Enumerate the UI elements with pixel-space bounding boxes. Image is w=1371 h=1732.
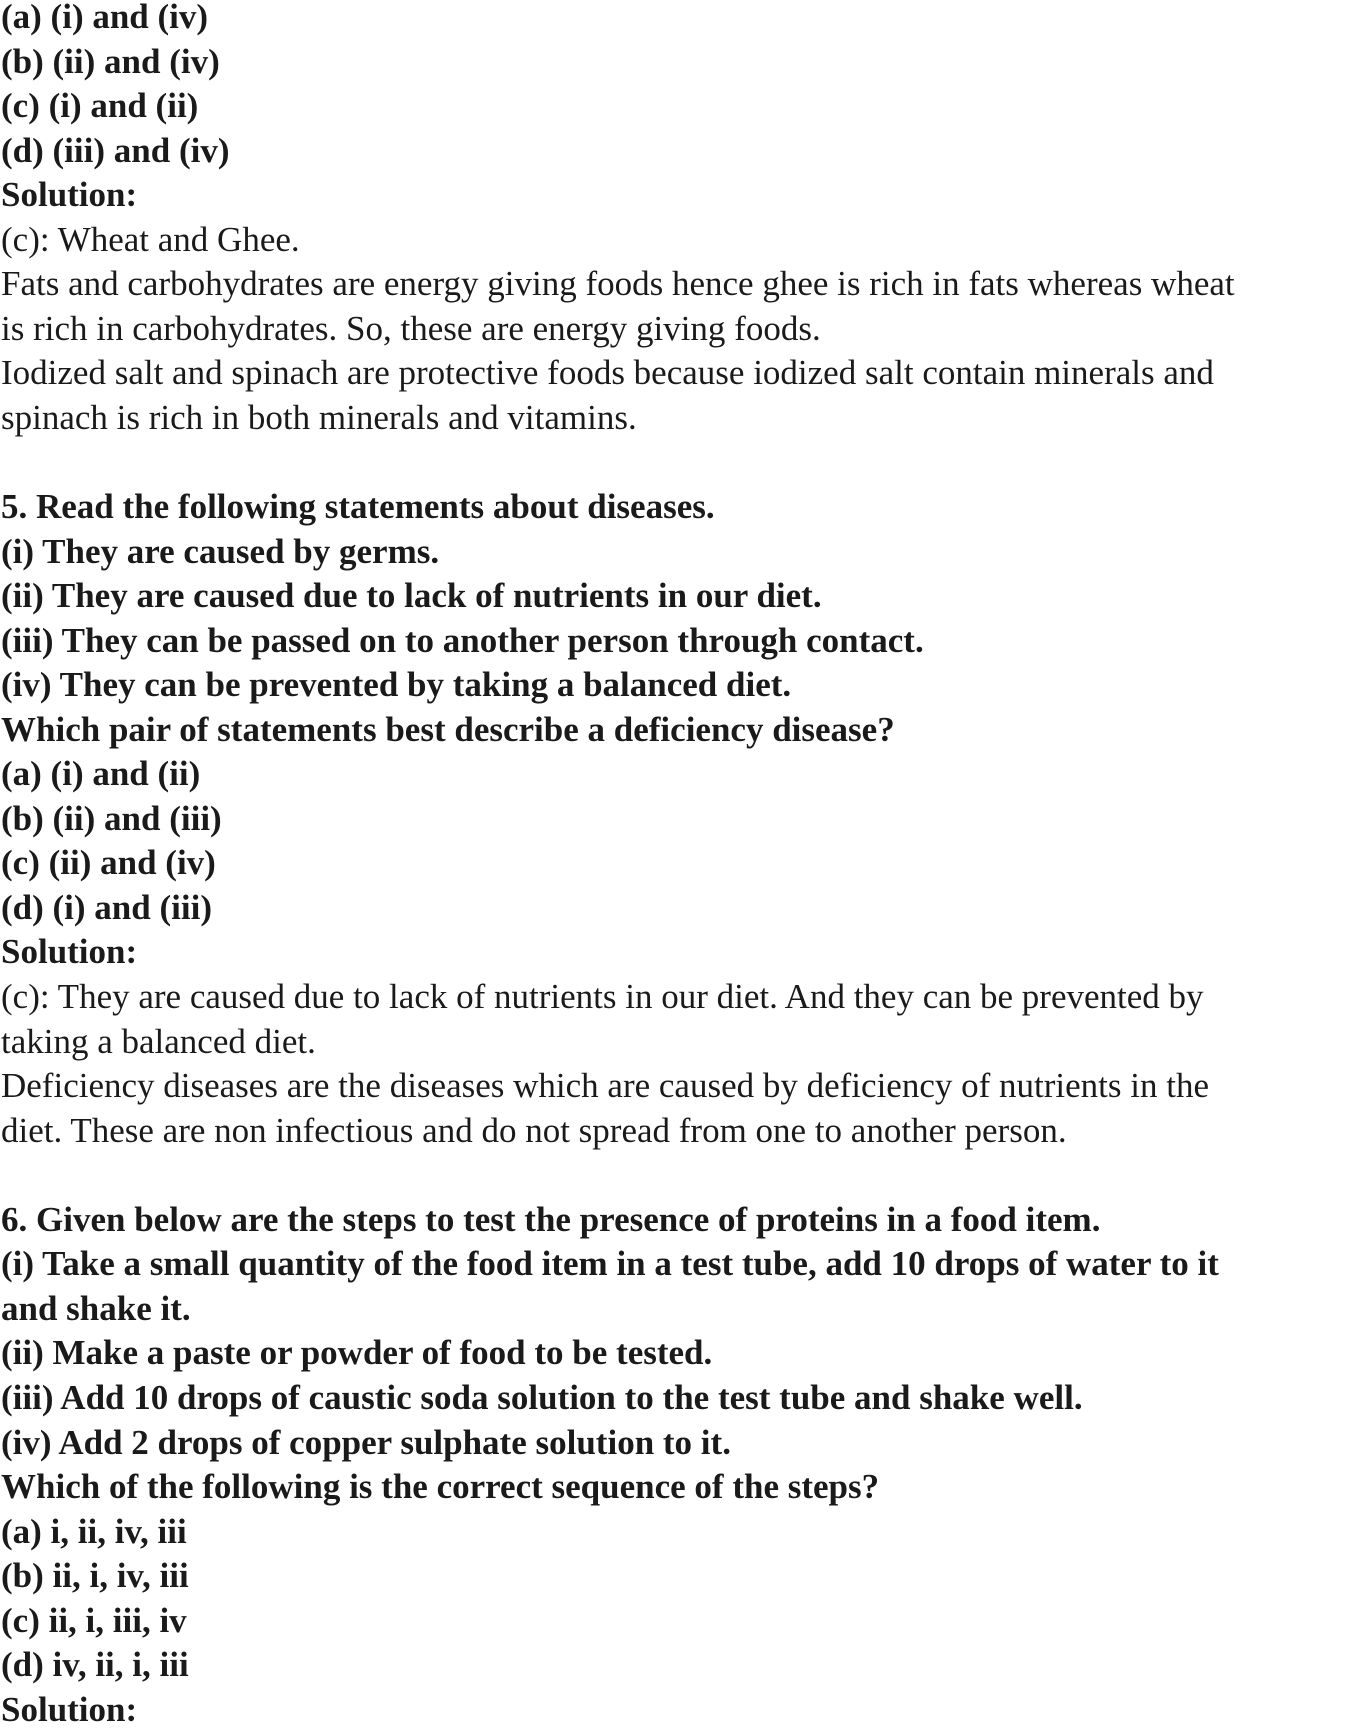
question-prompt: Which pair of statements best describe a deficiency disease?	[1, 709, 895, 749]
statement: (i) They are caused by germs.	[1, 531, 440, 571]
question-5	[1, 485, 1371, 1153]
question-title: 6. Given below are the steps to test the presence of proteins in a food item.	[1, 1199, 1101, 1239]
option-d: (d) iv, ii, i, iii	[1, 1645, 189, 1685]
solution-text: spinach is rich in both minerals and vitamins.	[1, 397, 637, 437]
statement: (iv) Add 2 drops of copper sulphate solution to it.	[1, 1422, 731, 1462]
question-prompt: Which of the following is the correct sequence of the steps?	[1, 1467, 880, 1507]
solution-text: Fats and carbohydrates are energy giving foods hence ghee is rich in fats whereas wheat	[1, 264, 1235, 304]
solution-heading: Solution:	[1, 1689, 138, 1729]
solution-heading: Solution:	[1, 932, 138, 972]
option-a: (a) i, ii, iv, iii	[1, 1511, 187, 1551]
spacer	[1, 1153, 1371, 1198]
solution-text: (c): Wheat and Ghee.	[1, 219, 300, 259]
statement: (ii) They are caused due to lack of nutrients in our diet.	[1, 576, 822, 616]
solution-heading: Solution:	[1, 175, 138, 215]
solution-text: (c): They are caused due to lack of nutrients in our diet. And they can be prevented by	[1, 977, 1204, 1017]
option-c: (c) ii, i, iii, iv	[1, 1600, 187, 1640]
solution-text: is rich in carbohydrates. So, these are energy giving foods.	[1, 308, 821, 348]
statement: (i) Take a small quantity of the food item in a test tube, add 10 drops of water to it	[1, 1244, 1219, 1284]
option-a: (a) (i) and (ii)	[1, 754, 201, 794]
option-d: (d) (iii) and (iv)	[1, 130, 230, 170]
option-c: (c) (i) and (ii)	[1, 86, 199, 126]
solution-text: taking a balanced diet.	[1, 1021, 316, 1061]
spacer	[1, 440, 1371, 485]
question-6	[1, 1198, 1371, 1732]
statement: and shake it.	[1, 1288, 191, 1328]
question-title: 5. Read the following statements about diseases.	[1, 487, 715, 527]
option-b: (b) ii, i, iv, iii	[1, 1556, 189, 1596]
solution-text: Deficiency diseases are the diseases which are caused by deficiency of nutrients in the	[1, 1066, 1209, 1106]
solution-text: Iodized salt and spinach are protective foods because iodized salt contain minerals and	[1, 353, 1214, 393]
solution-text: diet. These are non infectious and do not spread from one to another person.	[1, 1110, 1067, 1150]
statement: (iii) They can be passed on to another person through contact.	[1, 620, 924, 660]
option-b: (b) (ii) and (iii)	[1, 798, 222, 838]
statement: (iii) Add 10 drops of caustic soda solution to the test tube and shake well.	[1, 1377, 1083, 1417]
option-c: (c) (ii) and (iv)	[1, 843, 216, 883]
option-d: (d) (i) and (iii)	[1, 887, 212, 927]
statement: (iv) They can be prevented by taking a balanced diet.	[1, 665, 792, 705]
option-a: (a) (i) and (iv)	[1, 0, 209, 36]
statement: (ii) Make a paste or powder of food to be tested.	[1, 1333, 713, 1373]
option-b: (b) (ii) and (iv)	[1, 41, 220, 81]
question-4-options	[1, 0, 1371, 440]
